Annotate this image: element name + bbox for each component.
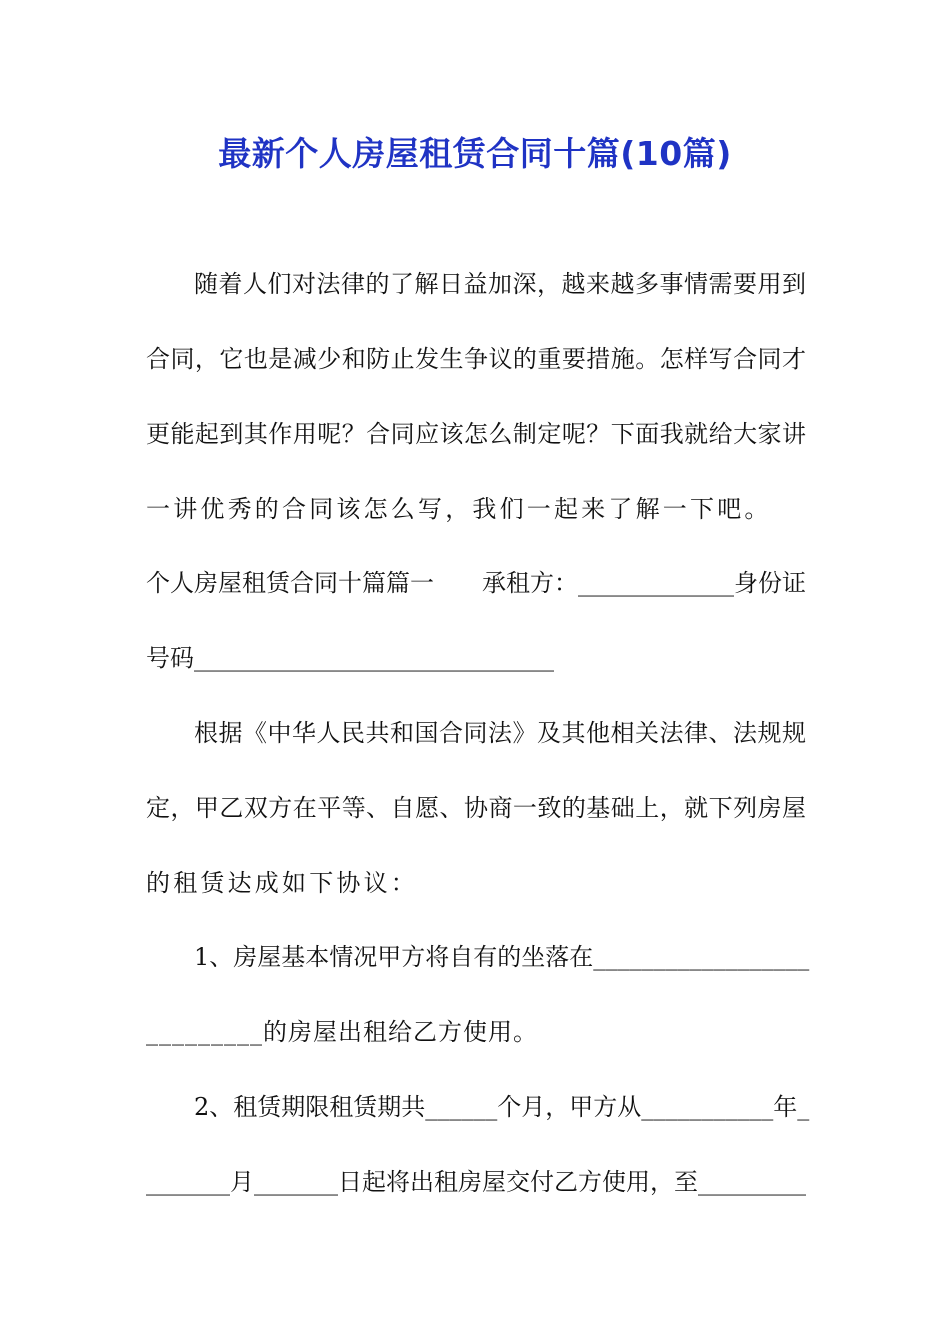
clause-line: _______月_______日起将出租房屋交付乙方使用，至_________ <box>146 1168 806 1196</box>
id-number-line: 号码______________________________ <box>146 644 554 672</box>
paragraph-line: 一讲优秀的合同该怎么写，我们一起来了解一下吧。 <box>146 495 772 523</box>
clause-line: _________的房屋出租给乙方使用。 <box>146 1018 538 1046</box>
paragraph-line: 更能起到其作用呢？合同应该怎么制定呢？下面我就给大家讲 <box>146 420 806 448</box>
paragraph-line: 合同，它也是减少和防止发生争议的重要措施。怎样写合同才 <box>146 345 806 373</box>
paragraph-line: 随着人们对法律的了解日益加深，越来越多事情需要用到 <box>194 270 806 298</box>
document-title: 最新个人房屋租赁合同十篇(10篇) <box>218 134 732 173</box>
clause-line: 2、租赁期限租赁期共______个月，甲方从___________年_ <box>194 1093 810 1121</box>
section-heading-line: 个人房屋租赁合同十篇篇一 承租方：_____________身份证 <box>146 569 806 597</box>
paragraph-line: 的租赁达成如下协议： <box>146 869 418 897</box>
paragraph-line: 定，甲乙双方在平等、自愿、协商一致的基础上，就下列房屋 <box>146 794 806 822</box>
clause-line: 1、房屋基本情况甲方将自有的坐落在__________________ <box>194 943 810 971</box>
paragraph-line: 根据《中华人民共和国合同法》及其他相关法律、法规规 <box>194 719 806 747</box>
